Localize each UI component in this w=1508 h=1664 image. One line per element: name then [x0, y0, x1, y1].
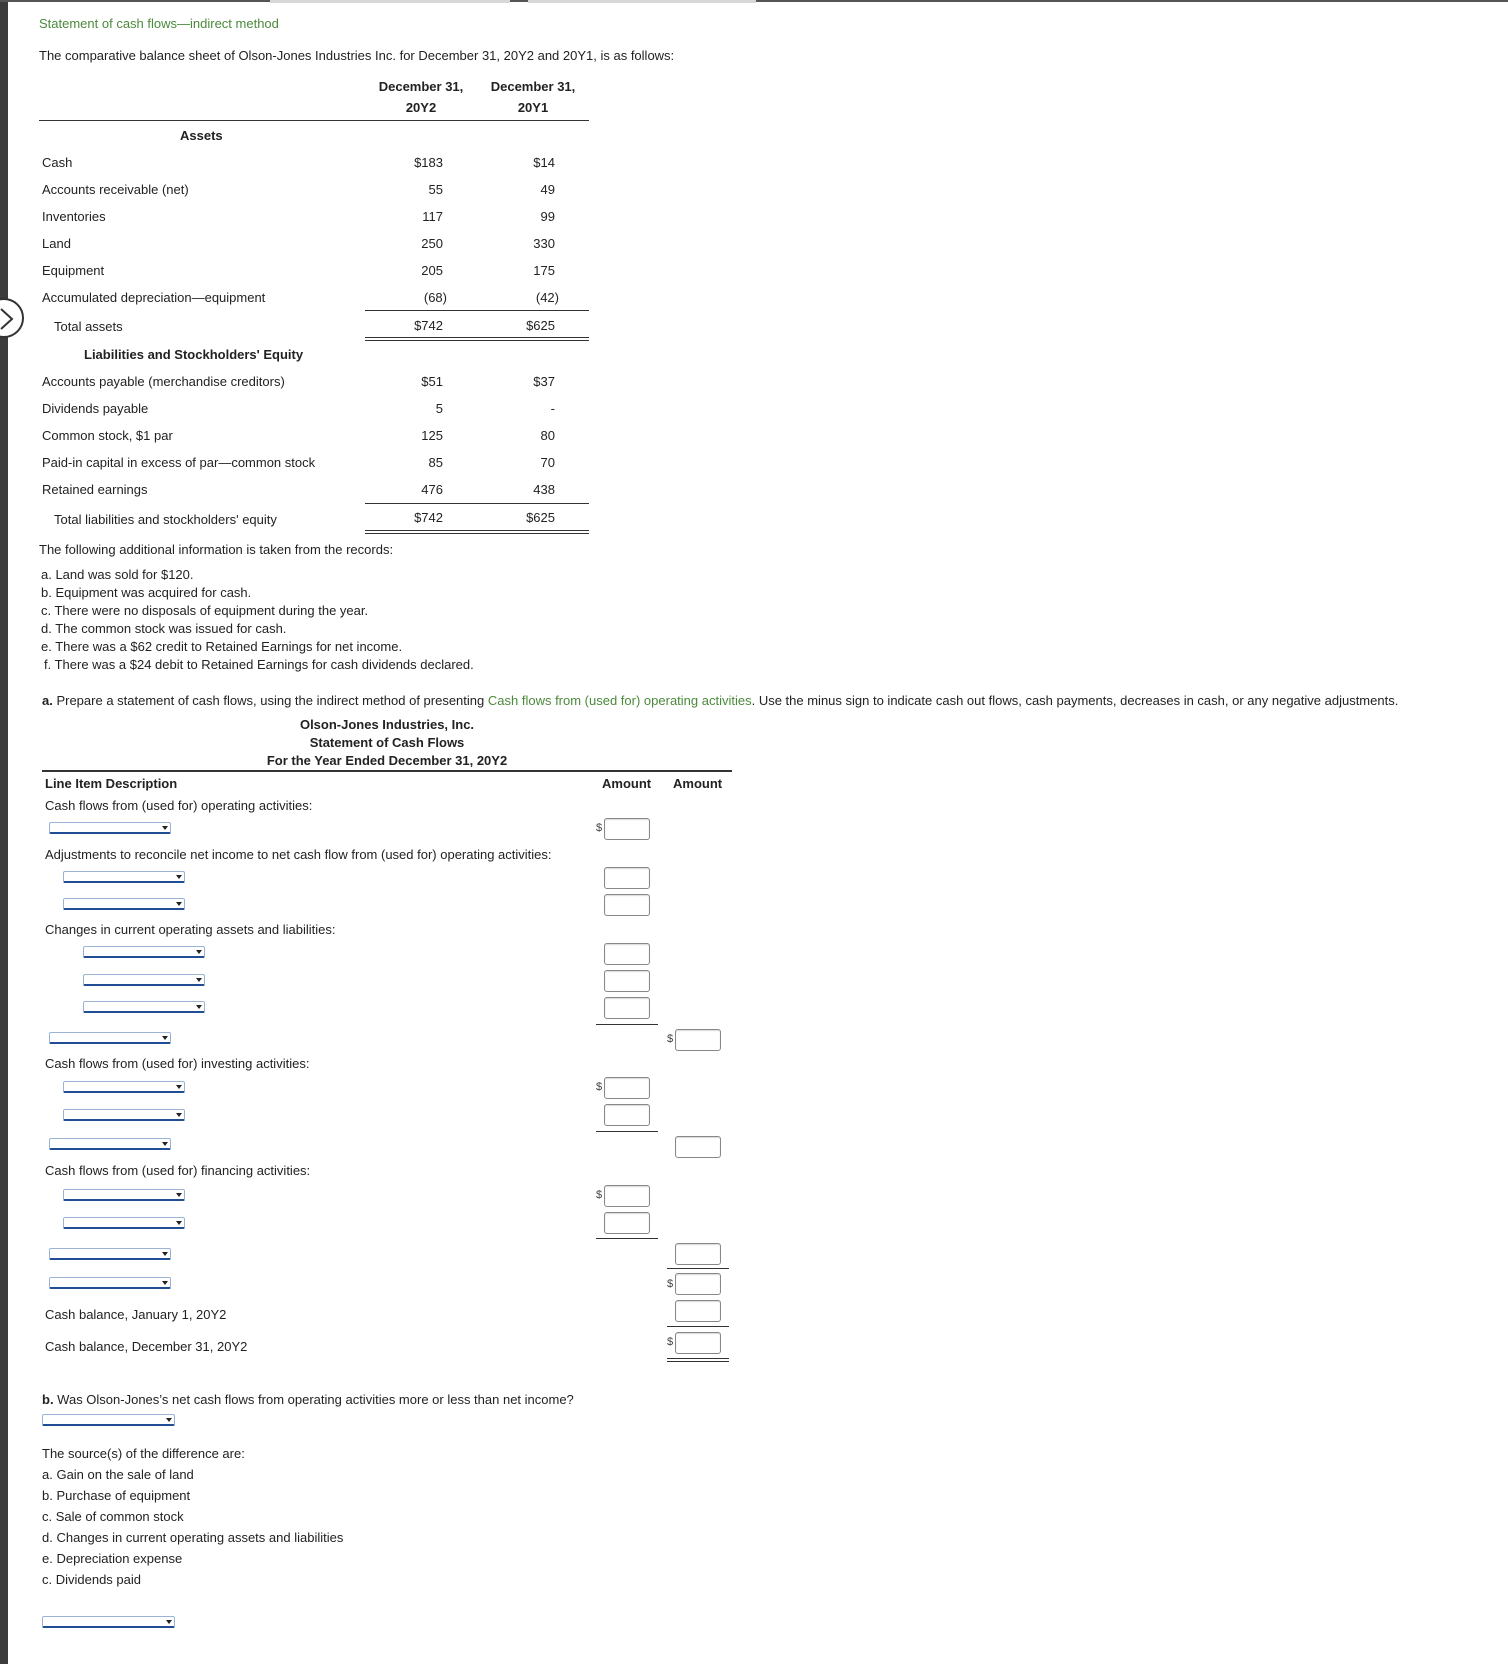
bs-row-label: Accounts receivable (net) [42, 182, 189, 197]
subtotal-rule [596, 1131, 658, 1132]
line-item-select[interactable] [63, 1081, 185, 1093]
financing-section-label: Cash flows from (used for) financing activities: [45, 1163, 311, 1178]
dollar-sign: $ [667, 1336, 674, 1348]
amount-input[interactable] [604, 1185, 650, 1207]
col-amount-2: Amount [673, 776, 723, 791]
adjustments-label: Adjustments to reconcile net income to net cash flow from (used for) operating activities: [45, 847, 552, 862]
subtotal-rule [365, 503, 589, 504]
dropdown-arrow-icon [176, 875, 182, 879]
line-item-select[interactable] [83, 974, 205, 986]
amount-input[interactable] [604, 818, 650, 840]
source-item: a. Gain on the sale of land [42, 1467, 194, 1482]
bs-row-label: Accumulated depreciation—equipment [42, 290, 266, 305]
bs-row-20y2: 55 [428, 182, 443, 197]
assets-heading: Assets [180, 128, 223, 143]
bs-row-label: Accounts payable (merchandise creditors) [42, 374, 285, 389]
dollar-sign: $ [667, 1033, 674, 1045]
bs-row-20y1: 49 [540, 182, 555, 197]
bs-row-20y2: 85 [428, 455, 443, 470]
total-liab-20y1: $625 [526, 510, 555, 525]
amount-input[interactable] [604, 1212, 650, 1234]
more-less-select[interactable] [42, 1414, 175, 1426]
bs-row-20y2: 250 [421, 236, 443, 251]
col-header-20y2-line1: December 31, [378, 79, 464, 94]
additional-item: d. The common stock was issued for cash. [41, 621, 287, 636]
part-a-instructions [42, 693, 1398, 708]
statement-period: For the Year Ended December 31, 20Y2 [266, 753, 508, 768]
bs-row-20y1: 70 [540, 455, 555, 470]
total-liab-label: Total liabilities and stockholders' equity [54, 512, 277, 527]
amount-input[interactable] [604, 1104, 650, 1126]
bs-row-label: Dividends payable [42, 401, 149, 416]
dropdown-arrow-icon [196, 950, 202, 954]
bs-row-20y1: 175 [533, 263, 555, 278]
dollar-sign: $ [596, 822, 603, 834]
additional-item: e. There was a $62 credit to Retained Earnings for net income. [41, 639, 403, 654]
additional-item: a. Land was sold for $120. [41, 567, 194, 582]
line-item-select[interactable] [63, 1189, 185, 1201]
tab-remnant [270, 0, 510, 3]
col-header-20y1-line1: December 31, [490, 79, 576, 94]
dollar-sign: $ [667, 1278, 674, 1290]
dropdown-arrow-icon [196, 978, 202, 982]
additional-item: c. There were no disposals of equipment during the year. [41, 603, 369, 618]
total-liab-20y2: $742 [414, 510, 443, 525]
bs-row-20y2: 205 [421, 263, 443, 278]
line-item-select[interactable] [63, 871, 185, 883]
dropdown-arrow-icon [176, 1085, 182, 1089]
line-item-select[interactable] [49, 1032, 171, 1044]
dollar-sign: $ [596, 1189, 603, 1201]
dollar-sign: $ [596, 1081, 603, 1093]
bs-row-20y1: $37 [533, 374, 555, 389]
source-item: e. Depreciation expense [42, 1551, 183, 1566]
line-item-select[interactable] [83, 946, 205, 958]
amount-input[interactable] [675, 1029, 721, 1051]
dropdown-arrow-icon [196, 1005, 202, 1009]
amount-input[interactable] [604, 943, 650, 965]
part-b-question-text: Was Olson-Jones’s net cash flows from operating activities more or less than net income? [53, 1392, 574, 1407]
dropdown-arrow-icon [162, 1281, 168, 1285]
sources-select[interactable] [42, 1616, 175, 1628]
line-item-select[interactable] [49, 1138, 171, 1150]
subtotal-rule [667, 1268, 729, 1269]
amount-input[interactable] [675, 1136, 721, 1158]
line-item-select[interactable] [49, 1277, 171, 1289]
dropdown-arrow-icon [176, 1221, 182, 1225]
bs-row-label: Paid-in capital in excess of par—common stock [42, 455, 316, 470]
part-a-text-before: Prepare a statement of cash flows, using the indirect method of presenting [52, 693, 488, 708]
sources-heading: The source(s) of the difference are: [42, 1446, 245, 1461]
expand-nav-button[interactable] [0, 298, 24, 338]
bs-row-20y1: 330 [533, 236, 555, 251]
col-header-20y2-line2: 20Y2 [405, 100, 437, 115]
total-assets-label: Total assets [54, 319, 123, 334]
dropdown-arrow-icon [176, 902, 182, 906]
total-assets-20y2: $742 [414, 318, 443, 333]
bs-row-label: Inventories [42, 209, 106, 224]
total-double-rule [667, 1358, 729, 1362]
bs-row-label: Land [42, 236, 71, 251]
bs-row-20y2: 125 [421, 428, 443, 443]
subtotal-rule [365, 310, 589, 311]
page-title: Statement of cash flows—indirect method [39, 16, 279, 31]
investing-section-label: Cash flows from (used for) investing activities: [45, 1056, 310, 1071]
statement-header-rule [42, 770, 732, 772]
amount-input[interactable] [675, 1300, 721, 1322]
source-item: c. Sale of common stock [42, 1509, 184, 1524]
col-line-item-description: Line Item Description [45, 776, 178, 791]
additional-item: b. Equipment was acquired for cash. [41, 585, 252, 600]
part-a-letter: a. [42, 693, 53, 708]
amount-input[interactable] [604, 997, 650, 1019]
bs-row-label: Equipment [42, 263, 105, 278]
line-item-select[interactable] [49, 1248, 171, 1260]
source-item: d. Changes in current operating assets and liabilities [42, 1530, 344, 1545]
part-a-text-after: . Use the minus sign to indicate cash out flows, cash payments, decreases in cash, or any negative adjustments. [751, 693, 1399, 708]
amount-input[interactable] [604, 1077, 650, 1099]
liabilities-heading: Liabilities and Stockholders' Equity [84, 347, 304, 362]
total-assets-20y1: $625 [526, 318, 555, 333]
col-header-20y1-line2: 20Y1 [517, 100, 549, 115]
bs-row-20y1: (42) [535, 290, 559, 305]
part-b-letter: b. [42, 1392, 54, 1407]
part-b-question [42, 1392, 574, 1407]
line-item-select[interactable] [63, 1109, 185, 1121]
header-rule [39, 120, 589, 121]
dropdown-arrow-icon [162, 1036, 168, 1040]
line-item-select[interactable] [63, 1217, 185, 1229]
bs-row-label: Common stock, $1 par [42, 428, 173, 443]
line-item-select[interactable] [63, 898, 185, 910]
additional-heading: The following additional information is taken from the records: [39, 542, 394, 557]
dropdown-arrow-icon [162, 826, 168, 830]
dropdown-arrow-icon [166, 1620, 172, 1624]
statement-company: Olson-Jones Industries, Inc. [299, 717, 475, 732]
amount-input[interactable] [604, 867, 650, 889]
dropdown-arrow-icon [176, 1113, 182, 1117]
amount-input[interactable] [675, 1273, 721, 1295]
chevron-right-icon [0, 308, 14, 330]
line-item-select[interactable] [49, 822, 171, 834]
subtotal-rule [596, 1238, 658, 1239]
source-item: c. Dividends paid [42, 1572, 141, 1587]
operating-activities-link[interactable]: Cash flows from (used for) operating activities [487, 693, 752, 708]
total-double-rule [365, 530, 589, 534]
subtotal-rule [667, 1326, 729, 1327]
dropdown-arrow-icon [176, 1193, 182, 1197]
amount-input[interactable] [604, 894, 650, 916]
bs-row-label: Cash [42, 155, 73, 170]
bs-row-20y2: $51 [421, 374, 443, 389]
bs-row-20y2: 476 [421, 482, 443, 497]
amount-input[interactable] [675, 1243, 721, 1265]
bs-row-20y2: (68) [423, 290, 447, 305]
statement-title: Statement of Cash Flows [309, 735, 465, 750]
bs-row-20y1: 438 [533, 482, 555, 497]
bs-row-20y2: 5 [435, 401, 443, 416]
bs-row-20y2: 117 [422, 209, 443, 224]
bs-row-label: Retained earnings [42, 482, 148, 497]
intro-text: The comparative balance sheet of Olson-Jones Industries Inc. for December 31, 20Y2 and 20Y1, is as follows: [39, 48, 675, 63]
bs-row-20y1: - [550, 401, 555, 416]
additional-item: f. There was a $24 debit to Retained Earnings for cash dividends declared. [44, 657, 474, 672]
total-double-rule [365, 337, 589, 341]
amount-input[interactable] [604, 970, 650, 992]
dropdown-arrow-icon [162, 1142, 168, 1146]
source-item: b. Purchase of equipment [42, 1488, 191, 1503]
cash-end-label: Cash balance, December 31, 20Y2 [45, 1339, 248, 1354]
tab-remnant [528, 0, 756, 3]
col-amount-1: Amount [602, 776, 652, 791]
changes-label: Changes in current operating assets and liabilities: [45, 922, 336, 937]
bs-row-20y1: $14 [533, 155, 555, 170]
bs-row-20y1: 99 [540, 209, 555, 224]
dropdown-arrow-icon [162, 1252, 168, 1256]
subtotal-rule [596, 1024, 658, 1025]
left-border [0, 0, 8, 1664]
cash-begin-label: Cash balance, January 1, 20Y2 [45, 1307, 227, 1322]
bs-row-20y1: 80 [540, 428, 555, 443]
amount-input[interactable] [675, 1332, 721, 1354]
bs-row-20y2: $183 [414, 155, 443, 170]
line-item-select[interactable] [83, 1001, 205, 1013]
operating-section-label: Cash flows from (used for) operating activities: [45, 798, 313, 813]
dropdown-arrow-icon [166, 1418, 172, 1422]
